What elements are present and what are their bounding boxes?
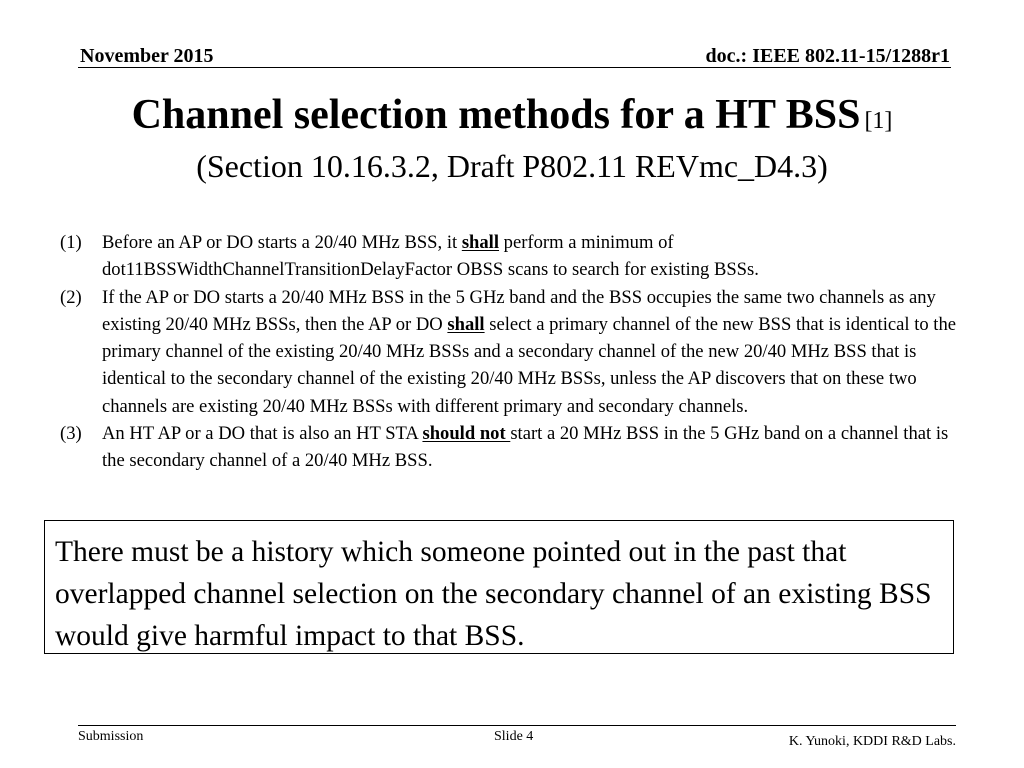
rule-number: (1) (60, 232, 82, 253)
header-doc-id: doc.: IEEE 802.11-15/1288r1 (705, 45, 950, 67)
slide-subtitle: (Section 10.16.3.2, Draft P802.11 REVmc_D4.3) (196, 148, 828, 184)
footer-submission: Submission (78, 729, 144, 744)
rules-list (60, 229, 965, 475)
rule-emphasis: shall (461, 232, 500, 253)
rule-emphasis: should not (422, 423, 511, 445)
footer-author: K. Yunoki, KDDI R&D Labs. (788, 734, 956, 749)
rule-text-pre: Before an AP or DO starts a 20/40 MHz BSS, it (102, 232, 462, 253)
slide-title (0, 90, 1024, 149)
rule-text-post: start a 20 MHz BSS in the 5 GHz band on a channel that is the secondary channel of a 20/40 MHz BSS. (102, 423, 949, 472)
rule-text-post: perform a minimum of dot11BSSWidthChannelTransitionDelayFactor OBSS scans to search for existing BSSs. (102, 232, 759, 281)
rule-item (60, 229, 965, 284)
rule-text-pre: An HT AP or a DO that is also an HT STA (102, 423, 423, 445)
callout-text: There must be a history which someone pointed out in the past that overlapped channel selection on the secondary channel of an existing BSS would give harmful impact to that BSS. (55, 536, 932, 652)
slide-number: Slide 4 (494, 729, 534, 744)
rule-text-post: select a primary channel of the new BSS that is identical to the primary channel of the existing 20/40 MHz BSSs and a secondary channel of the new 20/40 MHz BSS that is identical to the secondary channel of the existing 20/40 MHz BSSs, unless the AP discovers that on these two channels are existing 20/40 MHz BSSs with different primary and secondary channels. (102, 313, 957, 417)
rule-number: (3) (60, 423, 82, 445)
rule-item (60, 284, 965, 420)
slide-title-main: Channel selection methods for a HT BSS (131, 92, 861, 138)
footer-divider (78, 725, 956, 726)
slide-title-reference: [1] (864, 108, 893, 134)
rule-text-pre: If the AP or DO starts a 20/40 MHz BSS in the 5 GHz band and the BSS occupies the same two channels as any existing 20/40 MHz BSSs, then the AP or DO (102, 286, 936, 335)
callout-box (44, 520, 954, 654)
rule-emphasis: shall (447, 313, 485, 335)
rule-number: (2) (60, 286, 82, 308)
rule-item (60, 420, 965, 475)
header-divider (78, 67, 951, 68)
header-date: November 2015 (80, 45, 214, 67)
